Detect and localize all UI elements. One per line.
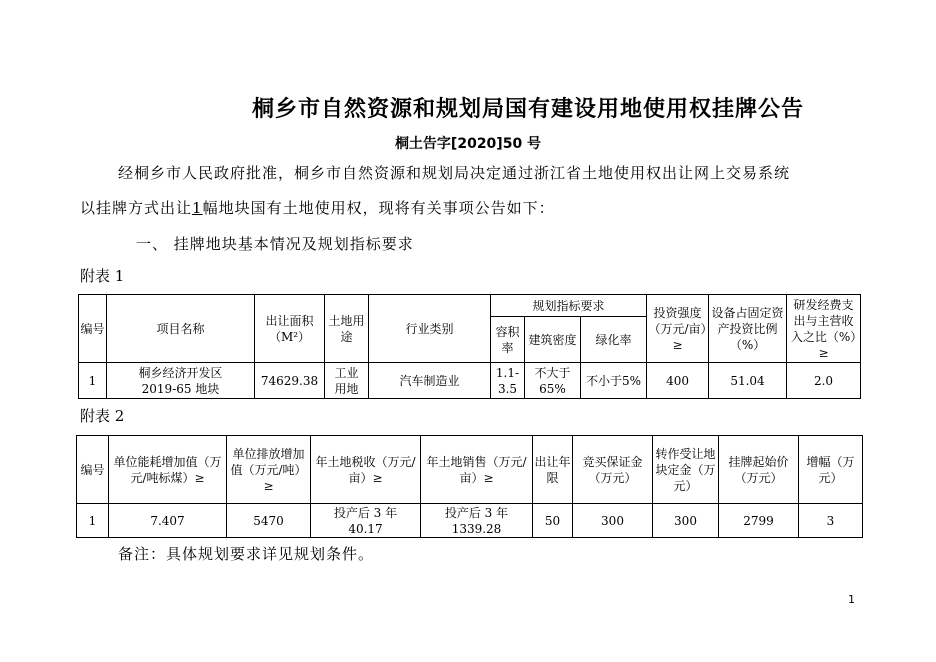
header-no: 编号 (79, 295, 107, 363)
table2-caption: 附表 2 (80, 407, 125, 425)
cell-rd-ratio: 2.0 (787, 363, 861, 399)
header-no: 编号 (77, 436, 109, 504)
page-title: 桐乡市自然资源和规划局国有建设用地使用权挂牌公告 (251, 97, 804, 122)
cell-no: 1 (77, 504, 109, 538)
cell-energy-value: 7.407 (109, 504, 227, 538)
far-line2: 3.5 (497, 381, 518, 396)
land-use-line1: 工业 (334, 365, 359, 380)
parcel-planning-table (78, 294, 861, 399)
intro-line2-suffix: 幅地块国有土地使用权，现将有关事项公告如下： (202, 199, 555, 217)
land-use-line2: 用地 (334, 381, 359, 396)
header-density: 建筑密度 (525, 317, 581, 363)
cell-transfer-deposit: 300 (653, 504, 719, 538)
cell-density (525, 363, 581, 399)
cell-land-use (325, 363, 369, 399)
cell-industry: 汽车制造业 (369, 363, 491, 399)
header-energy-value: 单位能耗增加值（万元/吨标煤）≥ (109, 436, 227, 504)
cell-emission-value: 5470 (227, 504, 311, 538)
density-line2: 65% (539, 381, 566, 396)
density-line1: 不大于 (534, 365, 571, 380)
header-project-name: 项目名称 (107, 295, 255, 363)
table-row (79, 363, 861, 399)
header-transfer-deposit: 转作受让地块定金（万元） (653, 436, 719, 504)
cell-annual-tax (311, 504, 421, 538)
intro-line2-prefix: 以挂牌方式出让 (80, 199, 193, 217)
cell-no: 1 (79, 363, 107, 399)
tax-line1: 投产后 3 年 (333, 505, 398, 520)
cell-green-rate: 不小于5% (581, 363, 647, 399)
table-row (77, 504, 863, 538)
project-name-line1: 桐乡经济开发区 (138, 365, 223, 380)
sales-line1: 投产后 3 年 (444, 505, 509, 520)
intro-paragraph-line2 (80, 197, 555, 218)
cell-far (491, 363, 525, 399)
intro-paragraph-line1: 经桐乡市人民政府批准，桐乡市自然资源和规划局决定通过浙江省土地使用权出让网上交易系统 (118, 164, 791, 182)
header-term: 出让年限 (533, 436, 573, 504)
document-number: 桐土告字[2020]50 号 (394, 136, 542, 152)
header-far: 容积率 (491, 317, 525, 363)
section-heading: 一、 挂牌地块基本情况及规划指标要求 (136, 235, 414, 253)
page-number: 1 (848, 593, 855, 606)
header-emission-value: 单位排放增加值（万元/吨）≥ (227, 436, 311, 504)
header-area: 出让面积（M²） (255, 295, 325, 363)
tax-line2: 40.17 (348, 521, 383, 536)
header-investment: 投资强度（万元/亩）≥ (647, 295, 709, 363)
header-annual-sales: 年土地销售（万元/亩）≥ (421, 436, 533, 504)
cell-project-name (107, 363, 255, 399)
header-planning-group: 规划指标要求 (491, 295, 647, 317)
cell-investment: 400 (647, 363, 709, 399)
cell-annual-sales (421, 504, 533, 538)
remark-note: 备注：具体规划要求详见规划条件。 (118, 545, 375, 563)
header-equipment-ratio: 设备占固定资产投资比例（%） (709, 295, 787, 363)
parcel-count: 1 (192, 199, 203, 217)
header-annual-tax: 年土地税收（万元/亩）≥ (311, 436, 421, 504)
economic-indicators-table (76, 435, 863, 538)
header-industry: 行业类别 (369, 295, 491, 363)
header-green-rate: 绿化率 (581, 317, 647, 363)
cell-increment: 3 (799, 504, 863, 538)
cell-area: 74629.38 (255, 363, 325, 399)
header-deposit: 竞买保证金（万元） (573, 436, 653, 504)
cell-term: 50 (533, 504, 573, 538)
project-name-line2: 2019-65 地块 (141, 381, 220, 396)
cell-start-price: 2799 (719, 504, 799, 538)
table1-caption: 附表 1 (80, 267, 125, 285)
header-start-price: 挂牌起始价（万元） (719, 436, 799, 504)
far-line1: 1.1- (495, 365, 520, 380)
header-increment: 增幅（万元） (799, 436, 863, 504)
sales-line2: 1339.28 (451, 521, 502, 536)
cell-deposit: 300 (573, 504, 653, 538)
cell-equipment-ratio: 51.04 (709, 363, 787, 399)
header-rd-ratio: 研发经费支出与主营收入之比（%）≥ (787, 295, 861, 363)
header-land-use: 土地用途 (325, 295, 369, 363)
